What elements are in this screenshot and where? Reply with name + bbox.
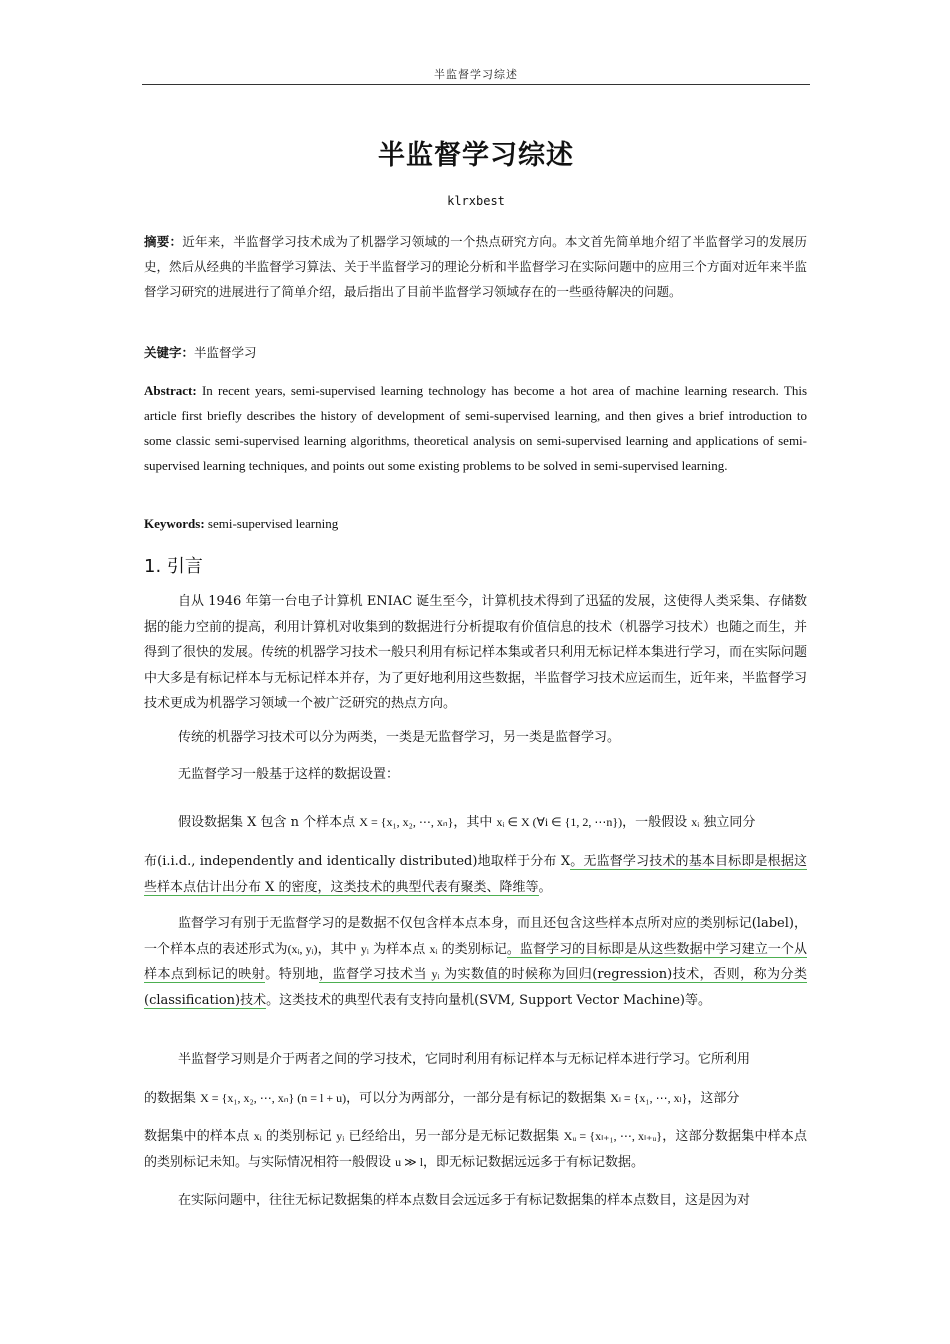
text-run: 。特别地 xyxy=(265,967,320,983)
text-run: 的类别标记 xyxy=(437,941,507,957)
paragraph-7 xyxy=(144,1047,807,1073)
text-run: ，这部分数据集中样本点的类别标记未知。与实际情况相符一般假设 xyxy=(144,1129,807,1170)
math-expression: yᵢ xyxy=(360,941,369,956)
math-expression: Xᵤ = {xₗ₊₁, ⋯, xₗ₊ᵤ} xyxy=(563,1129,663,1143)
math-expression: yᵢ xyxy=(431,967,440,982)
text-run: 为实数值的时候称为回归(regression)技术，否则，称为分类(classification)技术 xyxy=(144,967,807,1008)
math-expression: xᵢ ∈ X (∀i ∈ {1, 2, ⋯n}) xyxy=(496,815,623,829)
math-expression: X = {x₁, x₂, ⋯, xₙ} xyxy=(359,815,454,829)
keywords-cn-label: 关键字： xyxy=(144,345,195,360)
abstract-en-label: Abstract: xyxy=(144,383,197,398)
text-run: 半监督学习则是介于两者之间的学习技术，它同时利用有标记样本与无标记样本进行学习。它所利用 xyxy=(178,1052,751,1067)
text-run: 假设数据集 X 包含 n 个样本点 xyxy=(178,815,360,830)
paragraph-3: 无监督学习一般基于这样的数据设置： xyxy=(178,767,400,782)
abstract-cn-text: 近年来，半监督学习技术成为了机器学习领域的一个热点研究方向。本文首先简单地介绍了半监督学习的发展历史，然后从经典的半监督学习算法、关于半监督学习的理论分析和半监督学习在实际问题中的应用三个方面对近年来半监督学习研究的进展进行了简单介绍，最后指出了目前半监督学习领域存在的一些亟待解决的问题。 xyxy=(144,234,807,299)
math-expression: Xₗ = {x₁, ⋯, xₗ} xyxy=(610,1091,688,1105)
math-expression: X = {x₁, x₂, ⋯, xₙ} (n = l + u) xyxy=(200,1091,347,1105)
section-heading: 1. 引言 xyxy=(144,556,203,577)
paragraph-8 xyxy=(144,1086,807,1112)
text-run: ，其中 xyxy=(317,941,361,957)
paragraph-2: 传统的机器学习技术可以分为两类，一类是无监督学习，另一类是监督学习。 xyxy=(178,730,621,745)
running-header: 半监督学习综述 xyxy=(434,68,518,81)
text-run: 监督学习有别于无监督学习的是数据不仅包含样本点本身，而且还包含这些样本点所对应的类别标记(label)，一个样本点的表述形式为 xyxy=(144,916,807,957)
math-expression: xᵢ xyxy=(429,941,438,956)
header-rule xyxy=(142,84,810,85)
text-run: 数据集中的样本点 xyxy=(144,1129,254,1144)
abstract-en xyxy=(144,378,807,478)
text-run: 的类别标记 xyxy=(261,1129,337,1144)
keywords-cn-text: 半监督学习 xyxy=(194,345,257,360)
keywords-cn xyxy=(144,343,807,361)
paragraph-9 xyxy=(144,1124,807,1175)
paragraph-1: 自从 1946 年第一台电子计算机 ENIAC 诞生至今，计算机技术得到了迅猛的发展，这使得人类采集、存储数据的能力空前的提高，利用计算机对收集到的数据进行分析提取有价值信息的技术（机器学习技术）也随之而生，并得到了很快的发展。传统的机器学习技术一般只利用有标记样本集或者只利用无标记样本集进行学习，而在实际问题中大多是有标记样本与无标记样本并存，为了更好地利用这些数据，半监督学习技术应运而生，近年来，半监督学习技术更成为机器学习领域一个被广泛研究的热点方向。 xyxy=(144,594,808,712)
paragraph-10: 在实际问题中，往往无标记数据集的样本点数目会远远多于有标记数据集的样本点数目，这是因为对 xyxy=(178,1193,751,1208)
highlighted-text: 。监督学习的目标即是从这些数据中学习建立一个从样本点到标记的映射 xyxy=(144,941,807,983)
keywords-en-text: semi-supervised learning xyxy=(204,516,339,531)
text-run: 已经给出，另一部分是无标记数据集 xyxy=(344,1129,564,1144)
paragraph-4 xyxy=(144,810,807,836)
text-run: 的数据集 xyxy=(144,1091,201,1106)
text-run: 。这类技术的典型代表有支持向量机(SVM, Support Vector Machine)等。 xyxy=(266,992,711,1008)
text-run: ，监督学习技术当 xyxy=(319,967,432,983)
text-run: ，一般假设 xyxy=(622,815,692,830)
abstract-cn xyxy=(144,229,807,304)
keywords-en xyxy=(144,516,807,532)
text-run: ，即无标记数据远远多于有标记数据。 xyxy=(423,1154,645,1170)
highlighted-text: 。无监督学习技术的基本目标即是根据这些样本点估计出分布 X 的密度，这类技术的典型代表有聚类、降维等 xyxy=(144,854,807,895)
text-run: 。 xyxy=(538,879,552,895)
text-run: ，可以分为两部分，一部分是有标记的数据集 xyxy=(346,1091,611,1106)
math-expression: xᵢ xyxy=(253,1129,262,1143)
text-run: ，其中 xyxy=(453,815,497,830)
abstract-cn-label: 摘要： xyxy=(144,234,183,249)
paragraph-6 xyxy=(144,911,807,1013)
paragraph-5 xyxy=(144,849,807,900)
author: klrxbest xyxy=(447,194,505,208)
keywords-en-label: Keywords: xyxy=(144,516,205,531)
math-expression: yᵢ xyxy=(336,1129,345,1143)
text-run: 布(i.i.d., independently and identically distributed)地取样于分布 X xyxy=(144,854,571,869)
text-run: ，这部分 xyxy=(687,1091,740,1106)
text-run: 独立同分 xyxy=(699,815,756,830)
math-expression: (xᵢ, yᵢ) xyxy=(287,941,318,956)
math-expression: u ≫ l xyxy=(395,1154,424,1169)
text-run: 为样本点 xyxy=(368,941,430,957)
paper-title: 半监督学习综述 xyxy=(378,140,574,171)
abstract-en-text: In recent years, semi-supervised learning technology has become a hot area of machine learning research. This article first briefly describes the history of development of semi-supervised learning, and then gives a brief introduction to some classic semi-supervised learning algorithms, theoretical analysis on semi-supervised learning and applications of semi-supervised learning techniques, and points out some existing problems to be solved in semi-supervised learning. xyxy=(144,383,807,473)
math-expression: xᵢ xyxy=(691,815,700,829)
